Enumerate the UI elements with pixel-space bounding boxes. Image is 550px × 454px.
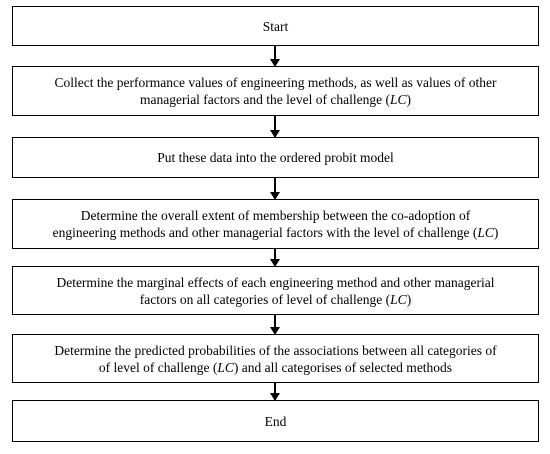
start-box <box>12 6 539 46</box>
predicted-probabilities-text: Determine the predicted probabilities of the associations between all categories of of level of challenge (LC) and all categorises of selected methods <box>54 342 497 375</box>
marginal-effects-box <box>12 266 539 315</box>
collect-data-box <box>12 66 539 116</box>
arrow-start-to-collect <box>274 46 276 66</box>
ordered-probit-box <box>12 137 539 178</box>
membership-text: Determine the overall extent of membership between the co-adoption of engineering methods and other managerial factors with the level of challenge (LC) <box>52 208 499 240</box>
arrow-collect-to-model <box>274 116 276 137</box>
collect-data-text: Collect the performance values of engineering methods, as well as values of other managerial factors and the level of challenge (LC) <box>54 75 497 107</box>
end-box <box>12 400 539 442</box>
ordered-probit-text: Put these data into the ordered probit model <box>157 150 394 165</box>
arrow-predicted-to-end <box>274 383 276 400</box>
arrow-membership-to-marginal <box>274 249 276 266</box>
start-label: Start <box>262 18 289 34</box>
predicted-probabilities-box <box>12 334 539 383</box>
arrow-model-to-membership <box>274 178 276 199</box>
marginal-effects-text: Determine the marginal effects of each engineering method and other managerial factors on all categories of level of challenge (LC) <box>56 274 495 307</box>
membership-box <box>12 199 539 249</box>
arrow-marginal-to-predicted <box>274 315 276 334</box>
end-label: End <box>264 413 287 429</box>
